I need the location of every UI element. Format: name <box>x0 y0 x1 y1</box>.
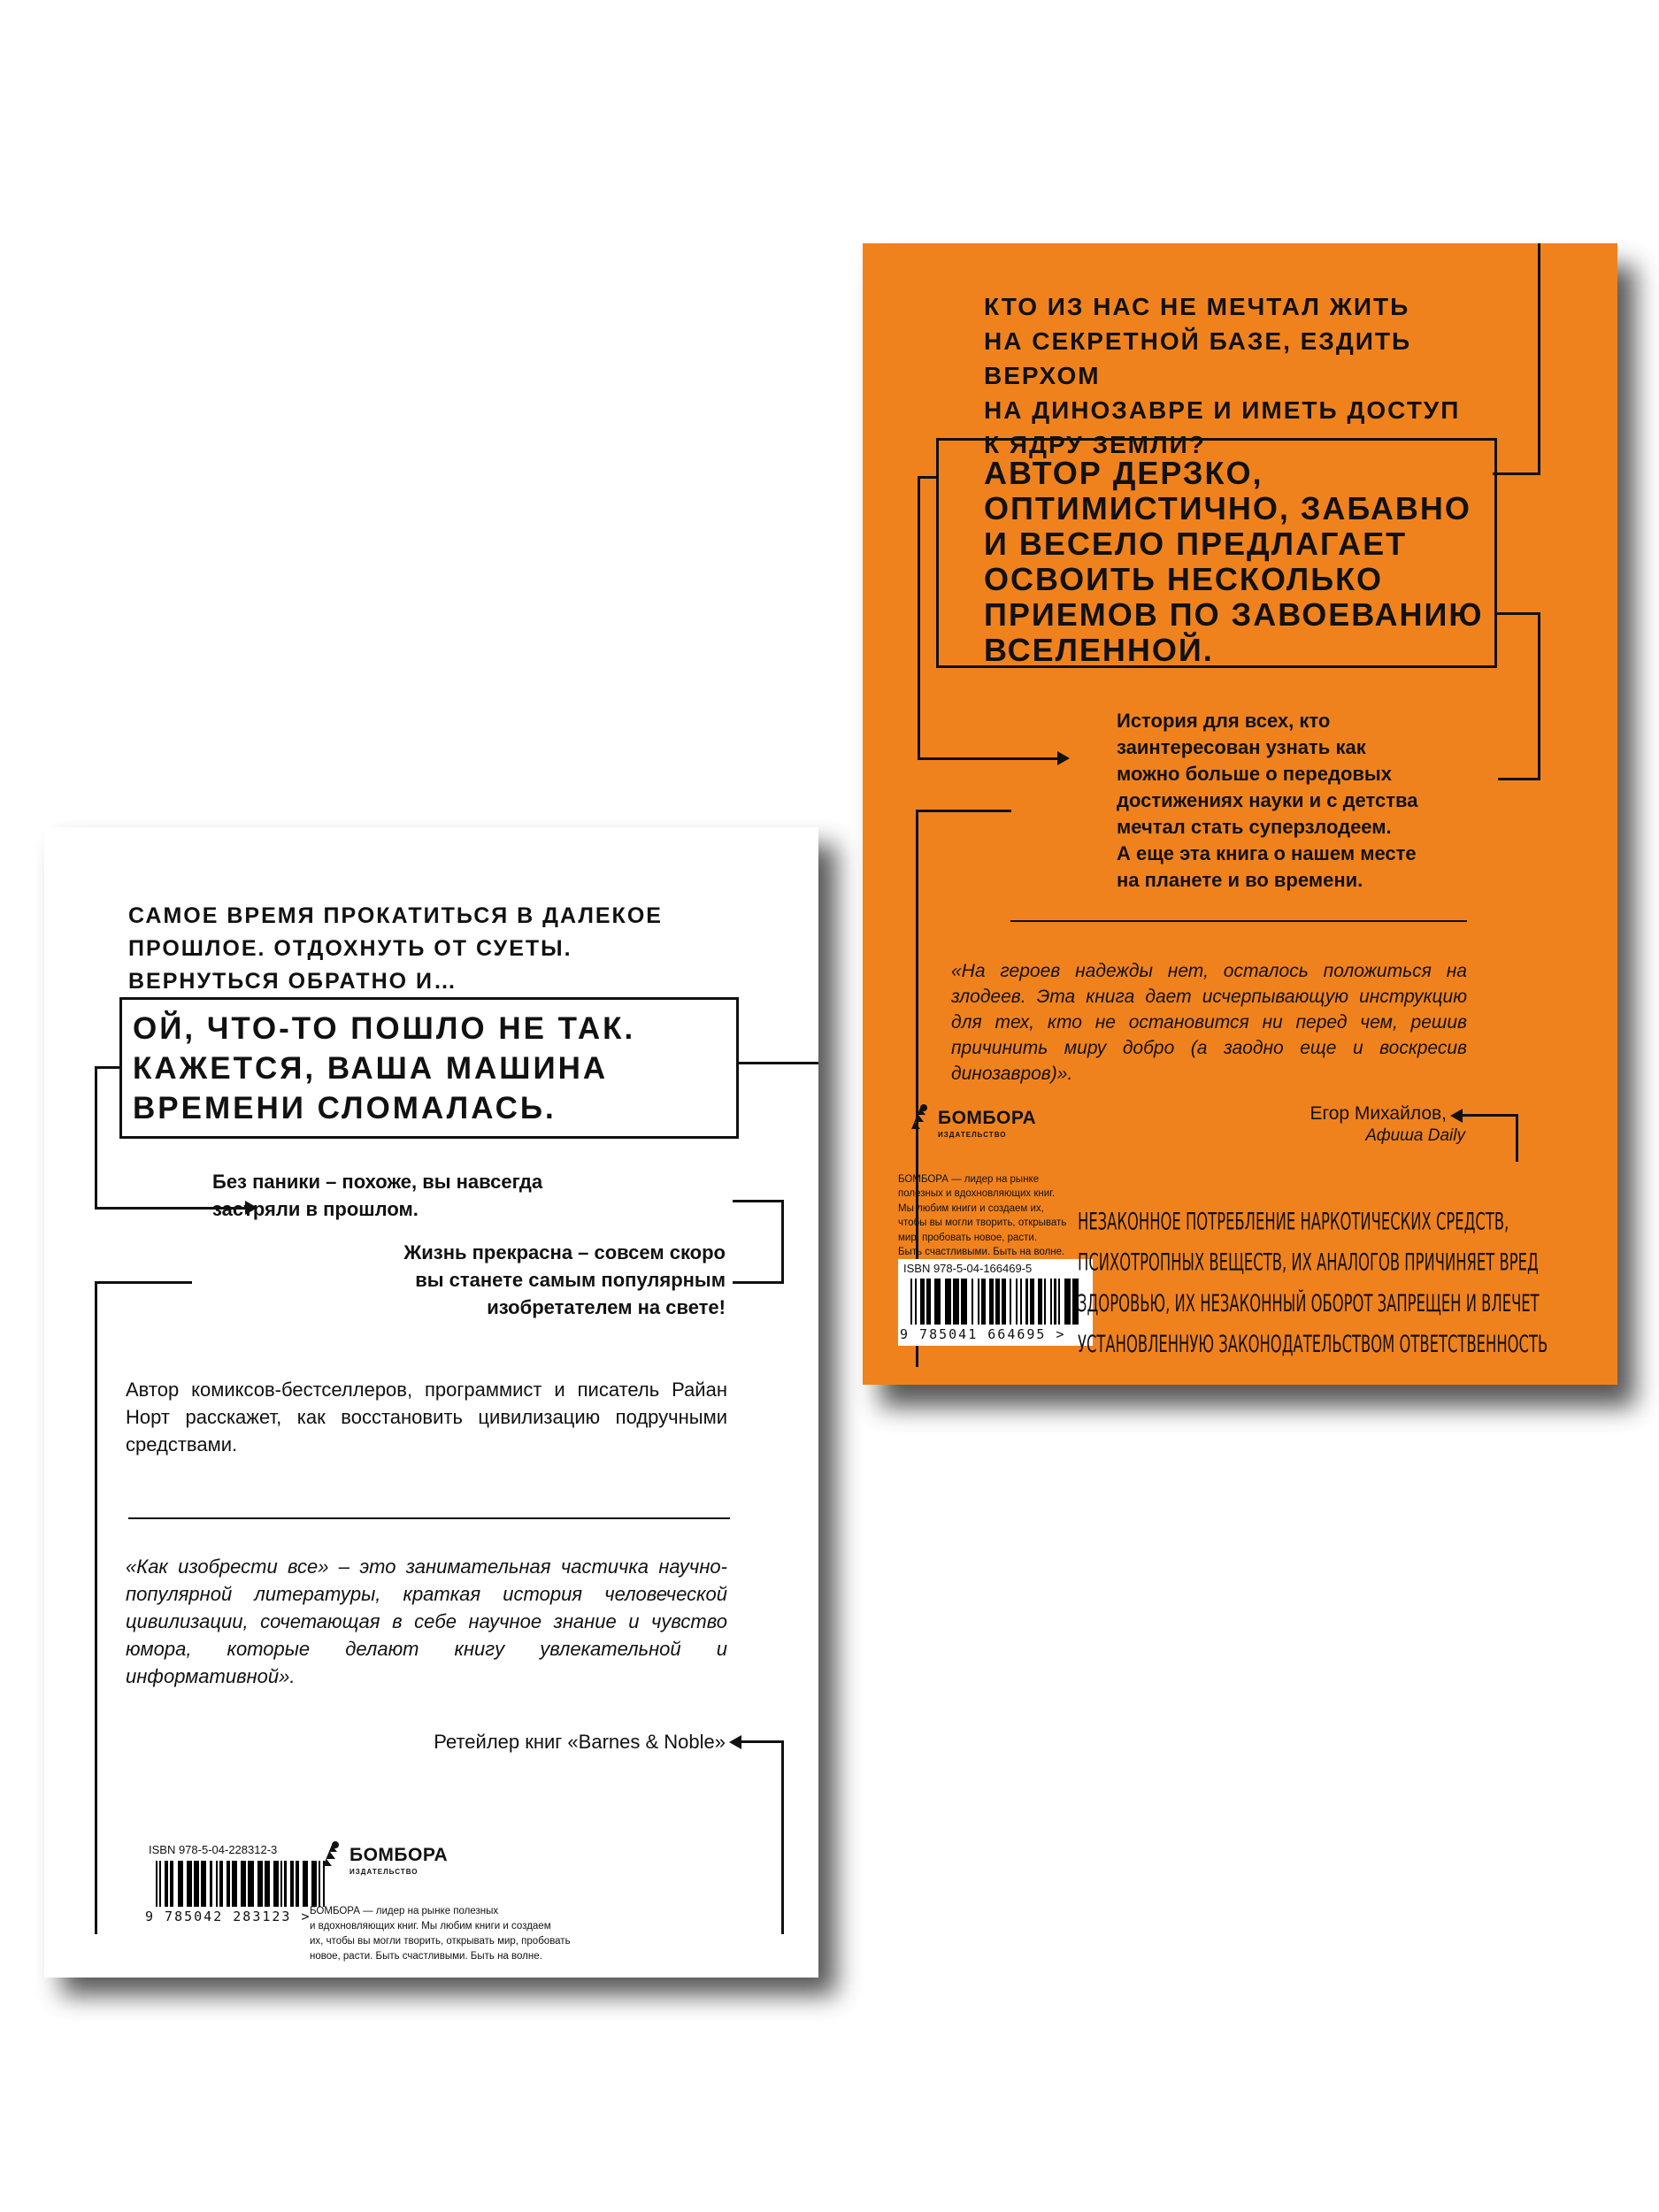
barcode-bars <box>156 1861 328 1907</box>
cover-question: КТО ИЗ НАС НЕ МЕЧТАЛ ЖИТЬ НА СЕКРЕТНОЙ БАЗЕ, ЕЗДИТЬ ВЕРХОМ НА ДИНОЗАВРЕ И ИМЕТЬ ДОСТУП К ЯДРУ ЗЕМЛИ? <box>984 293 1461 458</box>
divider <box>1010 920 1467 922</box>
arrow-right-icon <box>1057 751 1070 765</box>
bombora-logo-sub: ИЗДАТЕЛЬСТВО <box>349 1868 419 1876</box>
bombora-logo-sub: ИЗДАТЕЛЬСТВО <box>938 1131 1007 1139</box>
barcode-bar <box>934 1279 941 1325</box>
bombora-logo-name: БОМБОРА <box>938 1108 1037 1128</box>
connector-line <box>781 1740 784 1934</box>
connector-line <box>95 1281 97 1934</box>
cover-intro: САМОЕ ВРЕМЯ ПРОКАТИТЬСЯ В ДАЛЕКОЕ ПРОШЛОЕ. ОТДОХНУТЬ ОТ СУЕТЫ. ВЕРНУТЬСЯ ОБРАТНО И… <box>128 903 663 994</box>
bombora-logo-icon <box>902 1102 938 1140</box>
orange-back-cover <box>863 243 1617 1385</box>
quote-author: Егор Михайлов, <box>1310 1103 1447 1124</box>
connector-line <box>918 757 1059 760</box>
connector-line <box>739 1062 818 1064</box>
connector-line <box>740 1740 784 1743</box>
barcode-bar <box>945 1279 951 1325</box>
connector-line <box>95 1066 121 1069</box>
connector-line <box>1538 243 1540 475</box>
barcode-bar <box>953 1279 959 1325</box>
connector-line <box>1538 612 1540 780</box>
bombora-logo-icon <box>314 1839 349 1877</box>
barcode-bar <box>961 1279 967 1325</box>
isbn-label: ISBN 978-5-04-228312-3 <box>149 1843 278 1856</box>
connector-line <box>918 476 920 760</box>
connector-line <box>916 810 1011 812</box>
barcode-bars <box>910 1279 1083 1325</box>
barcode-digits: 9 785042 283123 > <box>145 1909 311 1924</box>
connector-line <box>1461 1114 1518 1117</box>
isbn-barcode <box>898 1259 1093 1346</box>
cover-quote: «На героев надежды нет, осталось положиться на злодеев. Эта книга дает исчерпывающую инструкцию для тех, кто не остановится ни перед чем, решив причинить миру добро (а заодно еще и воскресив динозавров)». <box>951 961 1467 1084</box>
boxed-statement: ОЙ, ЧТО-ТО ПОШЛО НЕ ТАК. КАЖЕТСЯ, ВАША МАШИНА ВРЕМЕНИ СЛОМАЛАСЬ. <box>133 1011 636 1125</box>
quote-source: Афиша Daily <box>1365 1126 1465 1145</box>
legal-warning: НЕЗАКОННОЕ ПОТРЕБЛЕНИЕ НАРКОТИЧЕСКИХ СРЕДСТВ, ПСИХОТРОПНЫХ ВЕЩЕСТВ, ИХ АНАЛОГОВ ПРИЧИНЯЕТ ВРЕД ЗДОРОВЬЮ, ИХ НЕЗАКОННЫЙ ОБОРОТ ЗАПРЕЩЕН И ВЛЕЧЕТ УСТАНОВЛЕННУЮ ЗАКОНОДАТЕЛЬСТВОМ ОТВЕТСТВЕННОСТЬ <box>1078 1208 1548 1358</box>
publisher-description: БОМБОРА — лидер на рынке полезных и вдохновляющих книг. Мы любим книги и создаем их, чтобы вы могли творить, открывать мир, пробовать новое, расти. Быть счастливыми. Быть на волне. <box>898 1173 1067 1257</box>
author-text: Автор комиксов-бестселлеров, программист и писатель Райан Норт расскажет, как восстановить цивилизацию подручными средствами. <box>126 1379 727 1455</box>
connector-line <box>1493 472 1540 475</box>
connector-line <box>1497 612 1540 615</box>
connector-line <box>95 1066 97 1210</box>
white-cover-quote: «Как изобрести все» – это занимательная частичка научно-популярной литературы, краткая история человеческой цивилизации, сочетающая в себе научное знание и чувство юмора, которые делают книгу увлекательной и информативной». <box>126 1555 727 1687</box>
divider <box>128 1517 730 1519</box>
connector-line <box>781 1200 784 1284</box>
publisher-description: БОМБОРА — лидер на рынке полезных и вдохновляющих книг. Мы любим книги и создаем их, чтобы вы могли творить, открывать мир, пробовать новое, расти. Быть счастливыми. Быть на волне. <box>310 1905 571 1962</box>
connector-line <box>95 1281 192 1284</box>
connector-line <box>733 1281 784 1284</box>
isbn-label: ISBN 978-5-04-166469-5 <box>903 1262 1033 1275</box>
bombora-logo <box>314 1834 465 1887</box>
life-text: Жизнь прекрасна – совсем скоро вы станете самым популярным изобретателем на свете! <box>403 1241 726 1318</box>
boxed-statement: АВТОР ДЕРЗКО, ОПТИМИСТИЧНО, ЗАБАВНО И ВЕСЕЛО ПРЕДЛАГАЕТ ОСВОИТЬ НЕСКОЛЬКО ПРИЕМОВ ПО ЗАВОЕВАНИЮ ВСЕЛЕННОЙ. <box>984 455 1484 668</box>
white-back-cover <box>44 827 818 1978</box>
connector-line <box>733 1200 784 1202</box>
cover-description: История для всех, кто заинтересован узнать как можно больше о передовых достижениях науки и с детства мечтал стать суперзлодеем. А еще эта книга о нашем месте на планете и во времени. <box>1117 710 1418 891</box>
bombora-logo-name: БОМБОРА <box>349 1845 449 1865</box>
barcode-digits: 9 785041 664695 > <box>900 1326 1066 1342</box>
connector-line <box>918 476 939 479</box>
connector-line <box>1516 1114 1518 1162</box>
bombora-logo <box>902 1097 1035 1150</box>
panic-text: Без паники – похоже, вы навсегда застряли в прошлом. <box>212 1171 543 1220</box>
white-quote-source: Ретейлер книг «Barnes & Noble» <box>434 1731 726 1753</box>
barcode-bar <box>1064 1279 1071 1325</box>
